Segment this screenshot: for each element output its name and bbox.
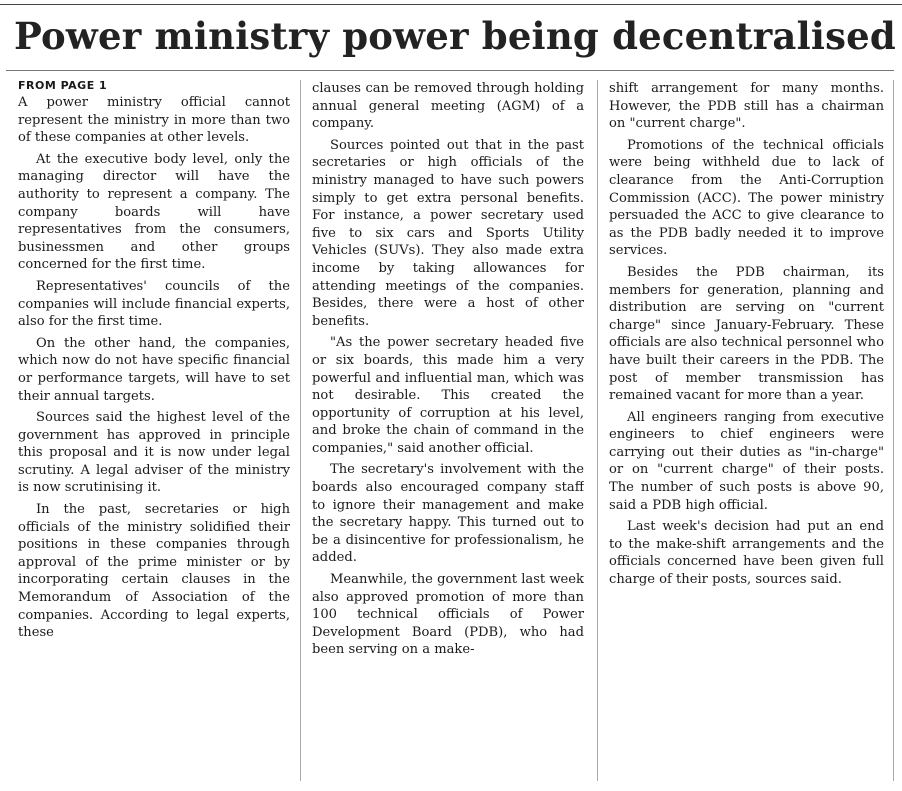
paragraph: Last week's decision had put an end to the make-shift arrangements and the officials concerned have been given full charge of their posts, sources said.	[609, 519, 884, 588]
paragraph: At the executive body level, only the managing director will have the authority to represent a company. The company boards will have representatives from the consumers, businessmen and other groups concerned for the first time.	[18, 151, 290, 273]
column-divider	[893, 80, 894, 781]
column-2	[312, 80, 584, 780]
paragraph: In the past, secretaries or high officials of the ministry solidified their positions in these companies through approval of the prime minister or by incorporating certain clauses in the Memorandum of Association of the companies. According to legal experts, these	[18, 502, 290, 641]
paragraph: shift arrangement for many months. However, the PDB still has a chairman on "current charge".	[609, 81, 884, 132]
paragraph: A power ministry official cannot represent the ministry in more than two of these companies at other levels.	[18, 95, 290, 146]
paragraph: Sources pointed out that in the past secretaries or high officials of the ministry managed to have such powers simply to get extra personal benefits. For instance, a power secretary used five to six cars and Sports Utility Vehicles (SUVs). They also made extra income by taking allowances for attending meetings of the companies. Besides, there were a host of other benefits.	[312, 137, 584, 329]
paragraph: On the other hand, the companies, which now do not have specific financial or performance targets, will have to set their annual targets.	[18, 335, 290, 404]
kicker: FROM PAGE 1	[18, 79, 108, 92]
paragraph: clauses can be removed through holding annual general meeting (AGM) of a company.	[312, 81, 584, 132]
paragraph: Meanwhile, the government last week also approved promotion of more than 100 technical officials of Power Development Board (PDB), who had been serving on a make-	[312, 572, 584, 658]
paragraph: The secretary's involvement with the boards also encouraged company staff to ignore their management and make the secretary happy. This turned out to be a disincentive for professionalism, he added.	[312, 462, 584, 566]
column-3	[609, 80, 884, 780]
paragraph: Representatives' councils of the companies will include financial experts, also for the first time.	[18, 278, 290, 330]
top-rule	[0, 4, 902, 5]
paragraph: Sources said the highest level of the government has approved in principle this proposal and it is now under legal scrutiny. A legal adviser of the ministry is now scrutinising it.	[18, 410, 290, 496]
column-divider	[597, 80, 598, 781]
paragraph: Besides the PDB chairman, its members for generation, planning and distribution are serving on "current charge" since January-February. These officials are also technical personnel who have built their careers in the PDB. The post of member transmission has remained vacant for more than a year.	[609, 264, 884, 404]
paragraph: "As the power secretary headed five or six boards, this made him a very powerful and influential man, which was not desirable. This created the opportunity of corruption at his level, and broke the chain of command in the companies," said another official.	[312, 335, 584, 456]
headline: Power ministry power being decentralised	[14, 14, 896, 58]
paragraph: All engineers ranging from executive engineers to chief engineers were carrying out their duties as "in-charge" or on "current charge" of their posts. The number of such posts is above 90, said a PDB high official.	[609, 409, 884, 513]
column-divider	[300, 80, 301, 781]
column-1	[18, 78, 290, 778]
headline-rule	[6, 70, 894, 71]
paragraph: Promotions of the technical officials were being withheld due to lack of clearance from the Anti-Corruption Commission (ACC). The power ministry persuaded the ACC to give clearance to as the PDB badly needed it to improve services.	[609, 137, 884, 259]
